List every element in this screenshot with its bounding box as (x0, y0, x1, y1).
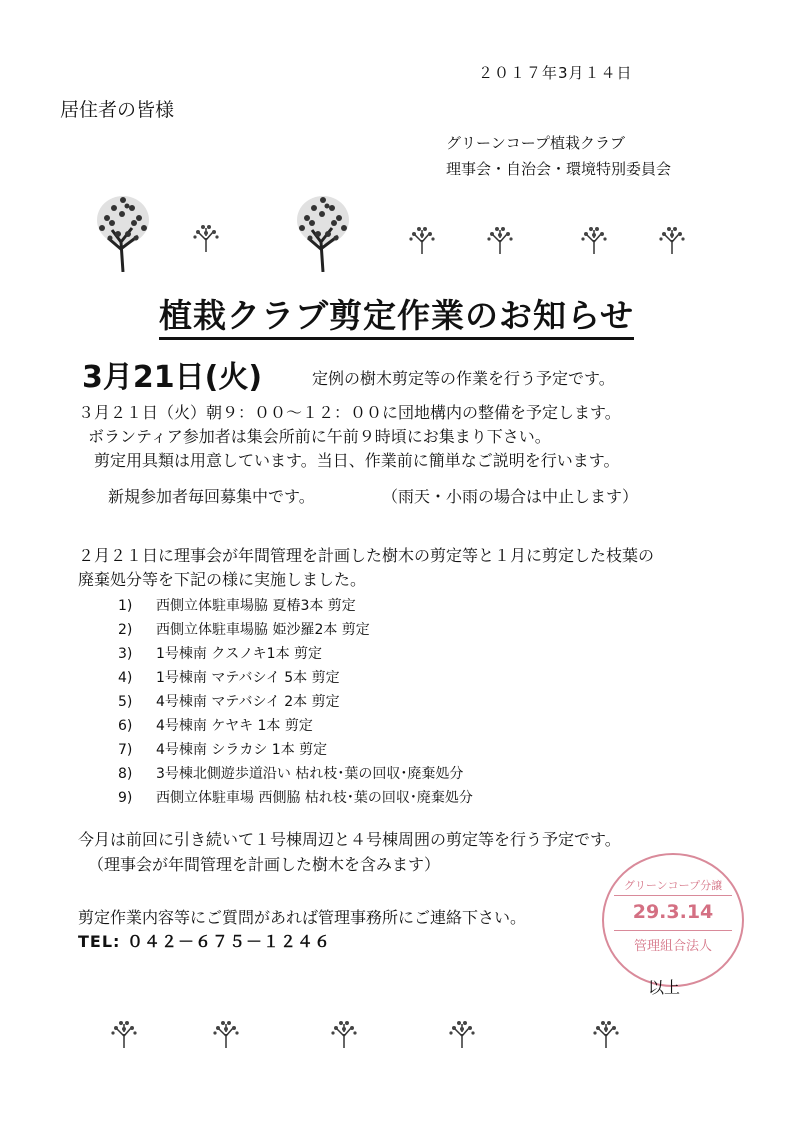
paragraph-report-2: 廃棄処分等を下記の様に実施しました。 (78, 570, 367, 589)
paragraph-meeting: ボランティア参加者は集会所前に午前９時頃にお集まり下さい。 (88, 427, 551, 446)
small-tree-icon (446, 1018, 478, 1048)
small-tree-icon (210, 1018, 242, 1048)
stamp-divider (614, 930, 732, 931)
closing-mark: 以上 (648, 978, 681, 997)
paragraph-contact: 剪定作業内容等にご質問があれば管理事務所にご連絡下さい。 (78, 908, 527, 927)
small-tree-icon (656, 224, 688, 254)
telephone-number: TEL: ０４２－６７５－１２４６ (78, 932, 332, 951)
stamp-org: グリーンコープ分譲 (623, 879, 723, 892)
small-tree-icon (190, 222, 222, 252)
event-date: 3月21日(火) (82, 360, 263, 395)
small-tree-icon (108, 1018, 140, 1048)
small-tree-icon (578, 224, 610, 254)
paragraph-next-plan: 今月は前回に引き続いて１号棟周辺と４号棟周囲の剪定等を行う予定です。 (78, 830, 621, 849)
paragraph-report-1: ２月２１日に理事会が年間管理を計画した樹木の剪定等と１月に剪定した枝葉の (78, 546, 655, 565)
event-description: 定例の樹木剪定等の作業を行う予定です。 (312, 369, 615, 388)
stamp-divider (614, 895, 732, 896)
page-title-text: 植栽クラブ剪定作業のお知らせ (159, 296, 634, 340)
addressee: 居住者の皆様 (60, 99, 175, 121)
stamp-date: 29.3.14 (632, 901, 714, 923)
list-item: 5) 4号棟南 マテバシイ 2本 剪定 (118, 694, 340, 710)
paragraph-recruit: 新規参加者毎回募集中です。 (108, 487, 315, 506)
stamp-corp: 管理組合法人 (633, 939, 712, 954)
list-item: 8) 3号棟北側遊歩道沿い 枯れ枝･葉の回収･廃棄処分 (118, 766, 464, 782)
list-item: 3) 1号棟南 クスノキ1本 剪定 (118, 646, 323, 662)
large-tree-icon (92, 190, 154, 272)
large-tree-icon (292, 190, 354, 272)
small-tree-icon (484, 224, 516, 254)
list-item: 6) 4号棟南 ケヤキ 1本 剪定 (118, 718, 313, 734)
list-item: 1) 西側立体駐車場脇 夏椿3本 剪定 (118, 598, 356, 614)
paragraph-rain-note: （雨天・小雨の場合は中止します） (382, 487, 639, 506)
small-tree-icon (590, 1018, 622, 1048)
page-title (0, 290, 793, 337)
sender-line-1: グリーンコープ植栽クラブ (446, 134, 625, 152)
date-stamp (602, 853, 744, 987)
small-tree-icon (328, 1018, 360, 1048)
paragraph-tools: 剪定用具類は用意しています。当日、作業前に簡単なご説明を行います。 (94, 451, 620, 470)
sender-line-2: 理事会・自治会・環境特別委員会 (446, 160, 672, 178)
list-item: 7) 4号棟南 シラカシ 1本 剪定 (118, 742, 328, 758)
list-item: 2) 西側立体駐車場脇 姫沙羅2本 剪定 (118, 622, 370, 638)
paragraph-next-plan-note: （理事会が年間管理を計画した樹木を含みます） (88, 855, 441, 874)
list-item: 4) 1号棟南 マテバシイ 5本 剪定 (118, 670, 340, 686)
document-date: ２０１７年3月１４日 (478, 64, 633, 82)
small-tree-icon (406, 224, 438, 254)
paragraph-schedule: ３月２１日（火）朝９：００～１２：００に団地構内の整備を予定します。 (78, 403, 621, 422)
list-item: 9) 西側立体駐車場 西側脇 枯れ枝･葉の回収･廃棄処分 (118, 790, 473, 806)
